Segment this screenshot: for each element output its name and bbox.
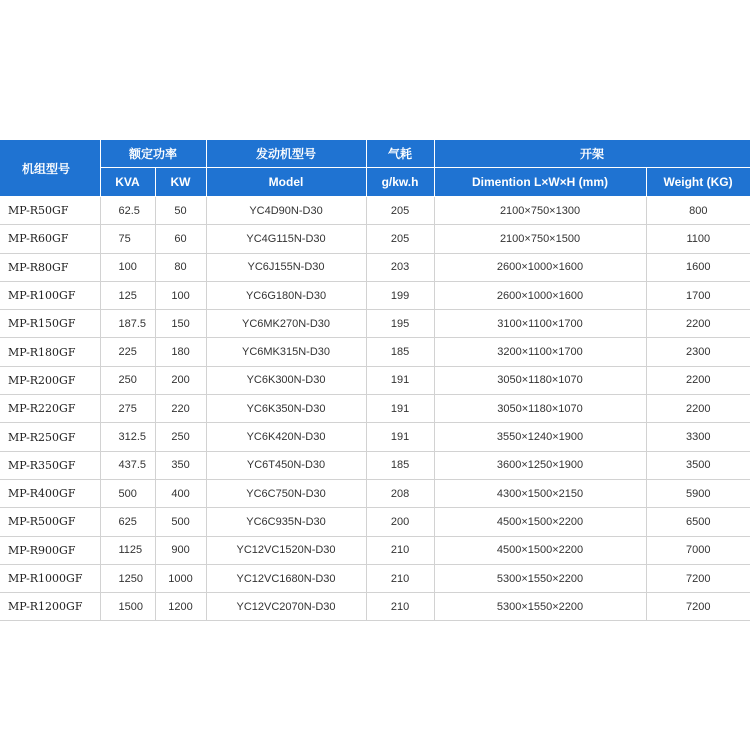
table-header: [0, 140, 750, 197]
cell-kva: 100: [100, 253, 155, 281]
cell-dimension: 5300×1550×2200: [434, 564, 646, 592]
generator-spec-table: [0, 140, 750, 621]
cell-kva: 1125: [100, 536, 155, 564]
cell-weight: 7200: [646, 564, 750, 592]
cell-model: MP-R400GF: [0, 479, 100, 507]
cell-model: MP-R200GF: [0, 366, 100, 394]
cell-weight: 7200: [646, 593, 750, 621]
header-model: Model: [206, 168, 366, 197]
header-open-frame: 开架: [434, 140, 750, 168]
cell-model: MP-R1000GF: [0, 564, 100, 592]
cell-fuel: 191: [366, 395, 434, 423]
table-row: [0, 593, 750, 621]
cell-engine-model: YC6K350N-D30: [206, 395, 366, 423]
header-weight: Weight (KG): [646, 168, 750, 197]
cell-fuel: 205: [366, 225, 434, 253]
cell-engine-model: YC6G180N-D30: [206, 281, 366, 309]
cell-dimension: 2100×750×1500: [434, 225, 646, 253]
cell-kw: 80: [155, 253, 206, 281]
cell-weight: 800: [646, 197, 750, 225]
cell-kw: 180: [155, 338, 206, 366]
cell-dimension: 5300×1550×2200: [434, 593, 646, 621]
cell-kw: 350: [155, 451, 206, 479]
header-kva: KVA: [100, 168, 155, 197]
cell-dimension: 3600×1250×1900: [434, 451, 646, 479]
header-fuel: 气耗: [366, 140, 434, 168]
cell-fuel: 199: [366, 281, 434, 309]
cell-engine-model: YC6K420N-D30: [206, 423, 366, 451]
table-body: [0, 197, 750, 621]
table-row: [0, 423, 750, 451]
cell-weight: 2200: [646, 366, 750, 394]
table-row: [0, 225, 750, 253]
cell-weight: 2200: [646, 310, 750, 338]
cell-kw: 100: [155, 281, 206, 309]
cell-engine-model: YC6MK270N-D30: [206, 310, 366, 338]
cell-kw: 1000: [155, 564, 206, 592]
cell-engine-model: YC12VC1680N-D30: [206, 564, 366, 592]
table-row: [0, 508, 750, 536]
cell-weight: 1100: [646, 225, 750, 253]
cell-engine-model: YC6C750N-D30: [206, 479, 366, 507]
cell-kva: 75: [100, 225, 155, 253]
cell-kva: 225: [100, 338, 155, 366]
cell-kw: 50: [155, 197, 206, 225]
header-row-1: [0, 140, 750, 168]
table-row: [0, 197, 750, 225]
cell-weight: 2200: [646, 395, 750, 423]
cell-kva: 275: [100, 395, 155, 423]
cell-kva: 1500: [100, 593, 155, 621]
header-rated-power: 额定功率: [100, 140, 206, 168]
cell-weight: 1600: [646, 253, 750, 281]
cell-engine-model: YC6J155N-D30: [206, 253, 366, 281]
cell-kva: 500: [100, 479, 155, 507]
header-fuel-unit: g/kw.h: [366, 168, 434, 197]
cell-fuel: 195: [366, 310, 434, 338]
cell-kva: 250: [100, 366, 155, 394]
cell-dimension: 3200×1100×1700: [434, 338, 646, 366]
cell-kw: 250: [155, 423, 206, 451]
cell-kw: 1200: [155, 593, 206, 621]
table-row: [0, 338, 750, 366]
cell-kva: 437.5: [100, 451, 155, 479]
cell-kw: 220: [155, 395, 206, 423]
table-row: [0, 310, 750, 338]
cell-model: MP-R50GF: [0, 197, 100, 225]
cell-dimension: 2600×1000×1600: [434, 253, 646, 281]
cell-kw: 60: [155, 225, 206, 253]
cell-dimension: 4500×1500×2200: [434, 536, 646, 564]
cell-model: MP-R1200GF: [0, 593, 100, 621]
cell-kva: 312.5: [100, 423, 155, 451]
cell-dimension: 3050×1180×1070: [434, 366, 646, 394]
cell-weight: 7000: [646, 536, 750, 564]
cell-engine-model: YC6C935N-D30: [206, 508, 366, 536]
cell-fuel: 210: [366, 564, 434, 592]
cell-model: MP-R60GF: [0, 225, 100, 253]
cell-engine-model: YC4D90N-D30: [206, 197, 366, 225]
cell-fuel: 203: [366, 253, 434, 281]
cell-kw: 150: [155, 310, 206, 338]
table-row: [0, 479, 750, 507]
table-row: [0, 253, 750, 281]
cell-fuel: 191: [366, 366, 434, 394]
cell-kva: 62.5: [100, 197, 155, 225]
cell-dimension: 4500×1500×2200: [434, 508, 646, 536]
cell-dimension: 3050×1180×1070: [434, 395, 646, 423]
table-row: [0, 536, 750, 564]
cell-kva: 625: [100, 508, 155, 536]
cell-dimension: 2100×750×1300: [434, 197, 646, 225]
table-row: [0, 451, 750, 479]
cell-engine-model: YC6K300N-D30: [206, 366, 366, 394]
cell-kva: 125: [100, 281, 155, 309]
header-row-2: [0, 168, 750, 197]
cell-model: MP-R250GF: [0, 423, 100, 451]
cell-engine-model: YC6MK315N-D30: [206, 338, 366, 366]
cell-fuel: 200: [366, 508, 434, 536]
header-dimension: Dimention L×W×H (mm): [434, 168, 646, 197]
cell-model: MP-R900GF: [0, 536, 100, 564]
cell-engine-model: YC6T450N-D30: [206, 451, 366, 479]
cell-fuel: 185: [366, 338, 434, 366]
cell-engine-model: YC12VC2070N-D30: [206, 593, 366, 621]
cell-model: MP-R180GF: [0, 338, 100, 366]
cell-kw: 400: [155, 479, 206, 507]
cell-fuel: 185: [366, 451, 434, 479]
table-row: [0, 564, 750, 592]
cell-dimension: 3100×1100×1700: [434, 310, 646, 338]
cell-fuel: 210: [366, 593, 434, 621]
cell-fuel: 205: [366, 197, 434, 225]
cell-fuel: 208: [366, 479, 434, 507]
cell-dimension: 3550×1240×1900: [434, 423, 646, 451]
cell-model: MP-R100GF: [0, 281, 100, 309]
cell-weight: 6500: [646, 508, 750, 536]
table-row: [0, 281, 750, 309]
cell-kw: 200: [155, 366, 206, 394]
cell-weight: 5900: [646, 479, 750, 507]
cell-fuel: 210: [366, 536, 434, 564]
cell-kw: 900: [155, 536, 206, 564]
cell-weight: 3300: [646, 423, 750, 451]
cell-fuel: 191: [366, 423, 434, 451]
cell-weight: 3500: [646, 451, 750, 479]
cell-weight: 1700: [646, 281, 750, 309]
table-row: [0, 395, 750, 423]
cell-weight: 2300: [646, 338, 750, 366]
cell-model: MP-R350GF: [0, 451, 100, 479]
header-model-group: 机组型号: [0, 140, 100, 197]
header-kw: KW: [155, 168, 206, 197]
cell-engine-model: YC4G115N-D30: [206, 225, 366, 253]
cell-kva: 1250: [100, 564, 155, 592]
cell-model: MP-R220GF: [0, 395, 100, 423]
cell-dimension: 4300×1500×2150: [434, 479, 646, 507]
cell-dimension: 2600×1000×1600: [434, 281, 646, 309]
cell-engine-model: YC12VC1520N-D30: [206, 536, 366, 564]
table-row: [0, 366, 750, 394]
cell-model: MP-R150GF: [0, 310, 100, 338]
cell-model: MP-R80GF: [0, 253, 100, 281]
cell-model: MP-R500GF: [0, 508, 100, 536]
cell-kva: 187.5: [100, 310, 155, 338]
cell-kw: 500: [155, 508, 206, 536]
header-engine-model: 发动机型号: [206, 140, 366, 168]
